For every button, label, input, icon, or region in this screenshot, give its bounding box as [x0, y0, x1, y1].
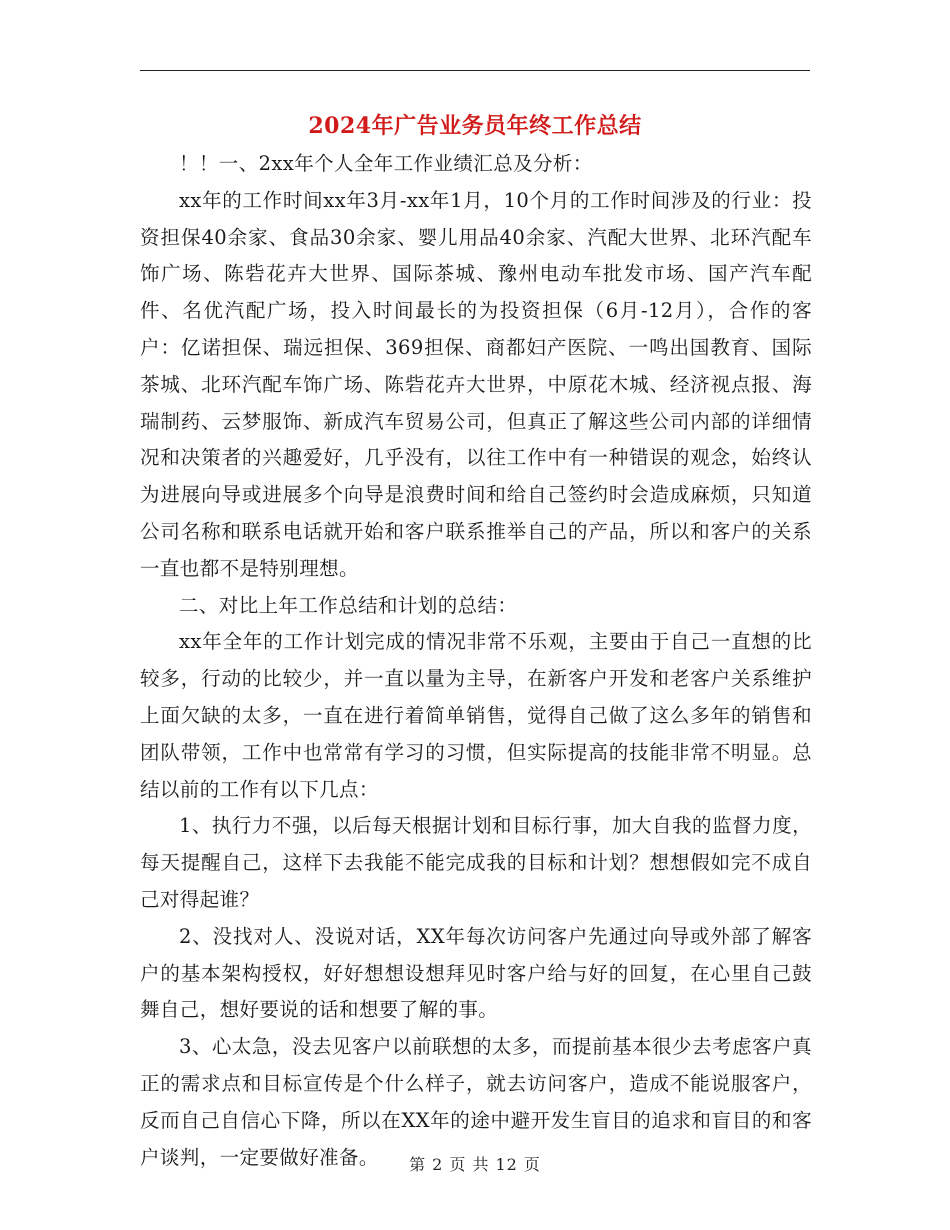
footer-suffix: 页 — [523, 1155, 541, 1174]
paragraph-point-3: 3、心太急，没去见客户以前联想的太多，而提前基本很少去考虑客户真正的需求点和目标宣传是个什么样子，就去访问客户，造成不能说服客户，反而自己自信心下降，所以在XX年的途中避开发生盲目的追求和盲目的和客户谈判，一定要做好准备。 — [140, 1035, 812, 1169]
paragraph-section-2-heading: 二、对比上年工作总结和计划的总结： — [179, 593, 518, 617]
paragraph-point-2: 2、没找对人、没说对话，XX年每次访问客户先通过向导或外部了解客户的基本架构授权，好好想想设想拜见时客户给与好的回复，在心里自己鼓舞自己，想好要说的话和想要了解的事。 — [140, 924, 812, 1022]
paragraph-work-summary: xx年的工作时间xx年3月-xx年1月，10个月的工作时间涉及的行业：投资担保40余家、食品30余家、婴儿用品40余家、汽配大世界、北环汽配车饰广场、陈砦花卉大世界、国际茶城、豫州电动车批发市场、国产汽车配件、名优汽配广场，投入时间最长的为投资担保（6月-12月），合作的客户：亿诺担保、瑞远担保、369担保、商都妇产医院、一鸣出国教育、国际茶城、北环汽配车饰广场、陈砦花卉大世界，中原花木城、经济视点报、海瑞制药、云梦服饰、新成汽车贸易公司，但真正了解这些公司内部的详细情况和决策者的兴趣爱好，几乎没有，以往工作中有一种错误的观念，始终认为进展向导或进展多个向导是浪费时间和给自己签约时会造成麻烦，只知道公司名称和联系电话就开始和客户联系推举自己的产品，所以和客户的关系一直也都不是特别理想。 — [140, 188, 812, 580]
document-body — [140, 146, 812, 1176]
paragraph-plan-review: xx年全年的工作计划完成的情况非常不乐观，主要由于自己一直想的比较多，行动的比较少，并一直以量为主导，在新客户开发和老客户关系维护上面欠缺的太多，一直在进行着简单销售，觉得自己做了这么多年的销售和团队带领，工作中也常常有学习的习惯，但实际提高的技能非常不明显。总结以前的工作有以下几点： — [140, 630, 812, 801]
header-rule — [140, 70, 810, 71]
page-number-footer — [0, 1152, 950, 1175]
footer-middle: 页 共 — [449, 1155, 490, 1174]
paragraph-section-1-heading: ！！一、2xx年个人全年工作业绩汇总及分析： — [179, 152, 593, 175]
total-pages-number: 12 — [495, 1155, 518, 1174]
paragraph-point-1: 1、执行力不强，以后每天根据计划和目标行事，加大自我的监督力度，每天提醒自己，这样下去我能不能完成我的目标和计划？想想假如完不成自己对得起谁？ — [140, 814, 812, 911]
footer-prefix: 第 — [409, 1155, 427, 1174]
current-page-number: 2 — [432, 1155, 444, 1174]
document-title: 2024年广告业务员年终工作总结 — [308, 113, 642, 139]
